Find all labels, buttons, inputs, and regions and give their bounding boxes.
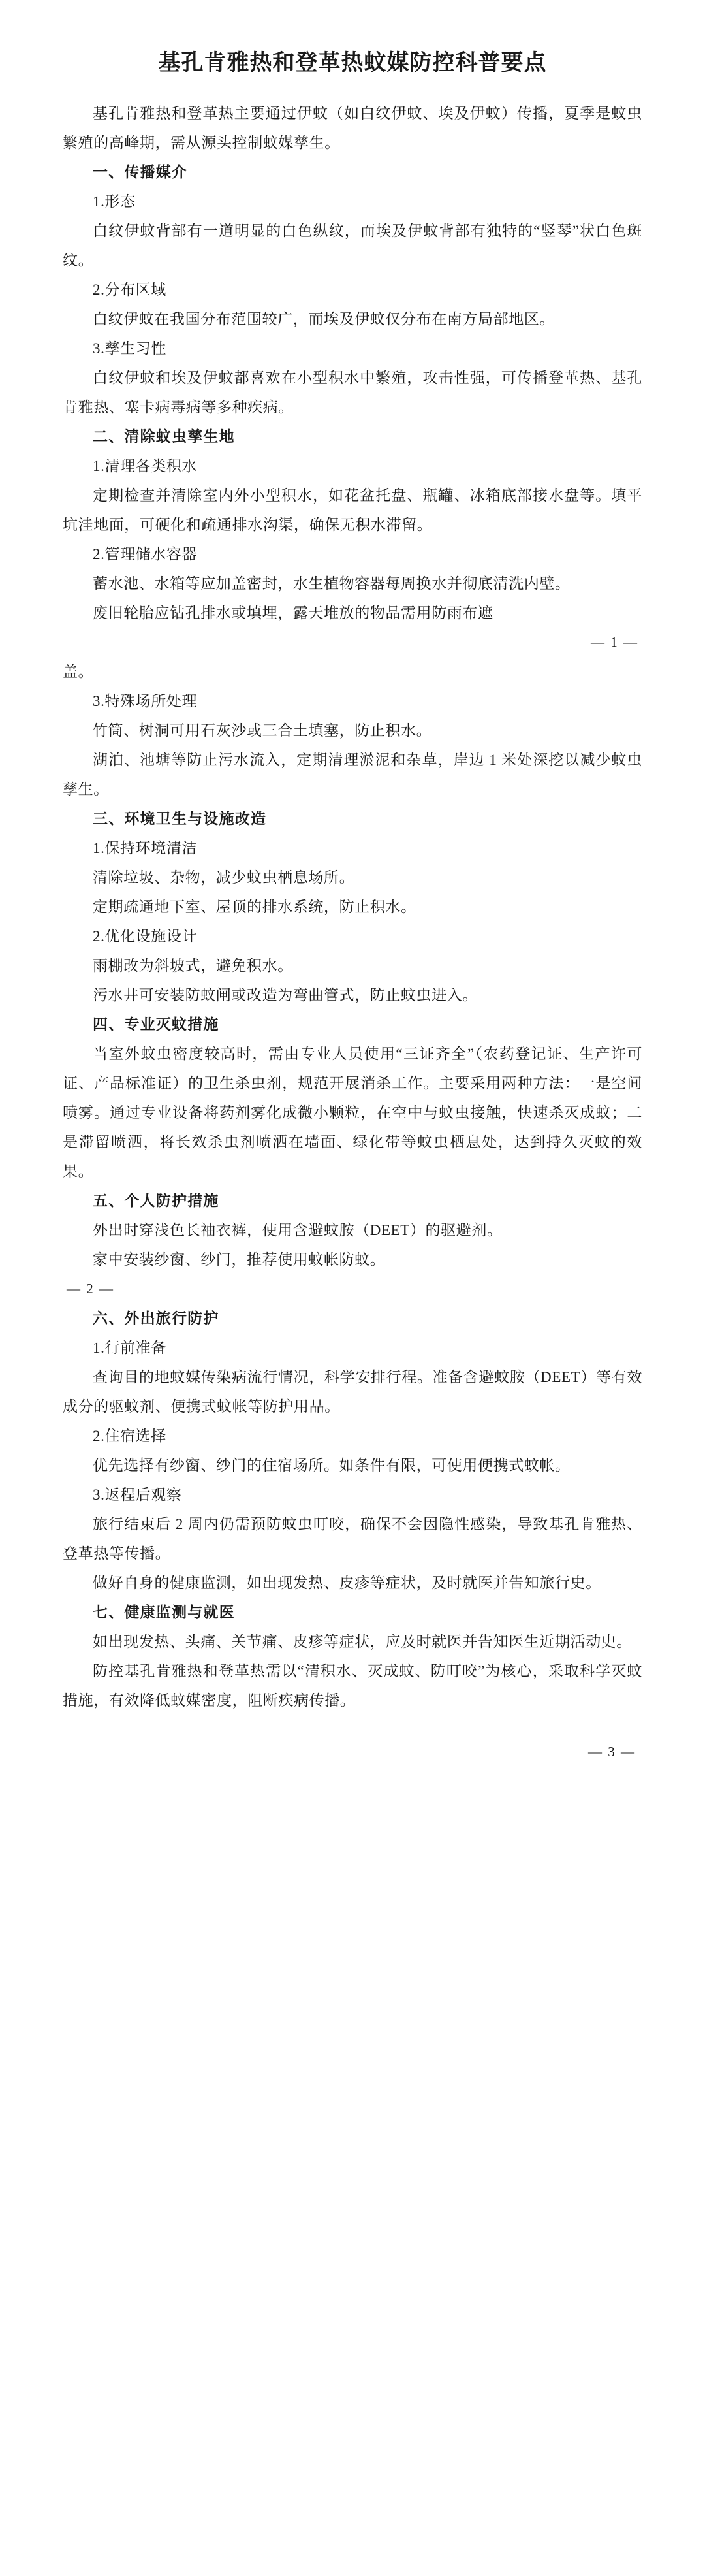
paragraph: 当室外蚊虫密度较高时，需由专业人员使用“三证齐全”（农药登记证、生产许可证、产品标准证）的卫生杀虫剂，规范开展消杀工作。主要采用两种方法：一是空间喷雾。通过专业设备将药剂雾化成微小颗粒，在空中与蚊虫接触，快速杀灭成蚊；二是滞留喷洒，将长效杀虫剂喷洒在墙面、绿化带等蚊虫栖息处，达到持久灭蚊的效果。: [63, 1046, 642, 1180]
page-number: — 3 —: [588, 1744, 636, 1760]
section-heading: 四、专业灭蚊措施: [93, 1016, 219, 1033]
sub-heading: 1.形态: [93, 193, 136, 210]
sub-heading: 3.返程后观察: [93, 1487, 182, 1503]
sub-heading: 2.优化设施设计: [93, 928, 198, 944]
sub-heading: 1.清理各类积水: [93, 458, 198, 474]
paragraph: 查询目的地蚊媒传染病流行情况，科学安排行程。准备含避蚊胺（DEET）等有效成分的驱蚊剂、便携式蚊帐等防护用品。: [63, 1369, 642, 1415]
paragraph: 定期疏通地下室、屋顶的排水系统，防止积水。: [93, 899, 416, 915]
paragraph: 湖泊、池塘等防止污水流入，定期清理淤泥和杂草，岸边 1 米处深挖以减少蚊虫孳生。: [63, 752, 642, 797]
page-number: — 2 —: [67, 1281, 114, 1296]
paragraph: 污水井可安装防蚊闸或改造为弯曲管式，防止蚊虫进入。: [93, 987, 478, 1003]
section-heading: 五、个人防护措施: [93, 1193, 219, 1209]
section-heading: 六、外出旅行防护: [93, 1310, 219, 1327]
paragraph: 基孔肯雅热和登革热主要通过伊蚊（如白纹伊蚊、埃及伊蚊）传播，夏季是蚊虫繁殖的高峰期，需从源头控制蚊媒孳生。: [63, 105, 642, 151]
section-heading: 一、传播媒介: [93, 164, 188, 180]
paragraph: 雨棚改为斜坡式，避免积水。: [93, 958, 293, 974]
section-heading: 二、清除蚊虫孳生地: [93, 428, 235, 445]
paragraph: 蓄水池、水箱等应加盖密封，水生植物容器每周换水并彻底清洗内壁。: [93, 575, 571, 592]
paragraph: 如出现发热、头痛、关节痛、皮疹等症状，应及时就医并告知医生近期活动史。: [93, 1634, 632, 1650]
paragraph: 废旧轮胎应钻孔排水或填埋，露天堆放的物品需用防雨布遮: [93, 605, 494, 621]
paragraph: 竹筒、树洞可用石灰沙或三合土填塞，防止积水。: [93, 722, 432, 739]
paragraph: 家中安装纱窗、纱门，推荐使用蚊帐防蚊。: [93, 1251, 386, 1268]
sub-heading: 3.孳生习性: [93, 340, 166, 357]
sub-heading: 1.保持环境清洁: [93, 840, 198, 856]
paragraph: 定期检查并清除室内外小型积水，如花盆托盘、瓶罐、冰箱底部接水盘等。填平坑洼地面，可硬化和疏通排水沟渠，确保无积水滞留。: [63, 487, 642, 533]
paragraph: 外出时穿浅色长袖衣裤，使用含避蚊胺（DEET）的驱避剂。: [93, 1222, 503, 1238]
sub-heading: 2.住宿选择: [93, 1428, 166, 1444]
section-heading: 三、环境卫生与设施改造: [93, 811, 267, 827]
paragraph: 白纹伊蚊和埃及伊蚊都喜欢在小型积水中繁殖，攻击性强，可传播登革热、基孔肯雅热、塞卡病毒病等多种疾病。: [63, 370, 642, 415]
sub-heading: 3.特殊场所处理: [93, 693, 198, 709]
sub-heading: 2.管理储水容器: [93, 546, 198, 562]
paragraph: 清除垃圾、杂物，减少蚊虫栖息场所。: [93, 869, 355, 886]
paragraph: 白纹伊蚊在我国分布范围较广，而埃及伊蚊仅分布在南方局部地区。: [93, 311, 555, 327]
sub-heading: 2.分布区域: [93, 282, 166, 298]
paragraph: 防控基孔肯雅热和登革热需以“清积水、灭成蚊、防叮咬”为核心，采取科学灭蚊措施，有效降低蚊媒密度，阻断疾病传播。: [63, 1663, 642, 1709]
paragraph: 优先选择有纱窗、纱门的住宿场所。如条件有限，可使用便携式蚊帐。: [93, 1457, 571, 1473]
paragraph: 旅行结束后 2 周内仍需预防蚊虫叮咬，确保不会因隐性感染，导致基孔肯雅热、登革热等传播。: [63, 1516, 642, 1562]
section-heading: 七、健康监测与就医: [93, 1604, 235, 1620]
document-body: [63, 99, 642, 1767]
paragraph: 做好自身的健康监测，如出现发热、皮疹等症状，及时就医并告知旅行史。: [93, 1575, 601, 1591]
paragraph: 白纹伊蚊背部有一道明显的白色纵纹，而埃及伊蚊背部有独特的“竖琴”状白色斑纹。: [63, 223, 642, 268]
page-title: 基孔肯雅热和登革热蚊媒防控科普要点: [158, 51, 547, 75]
paragraph-continuation: 盖。: [63, 664, 94, 680]
sub-heading: 1.行前准备: [93, 1340, 166, 1356]
page-number: — 1 —: [591, 634, 638, 650]
